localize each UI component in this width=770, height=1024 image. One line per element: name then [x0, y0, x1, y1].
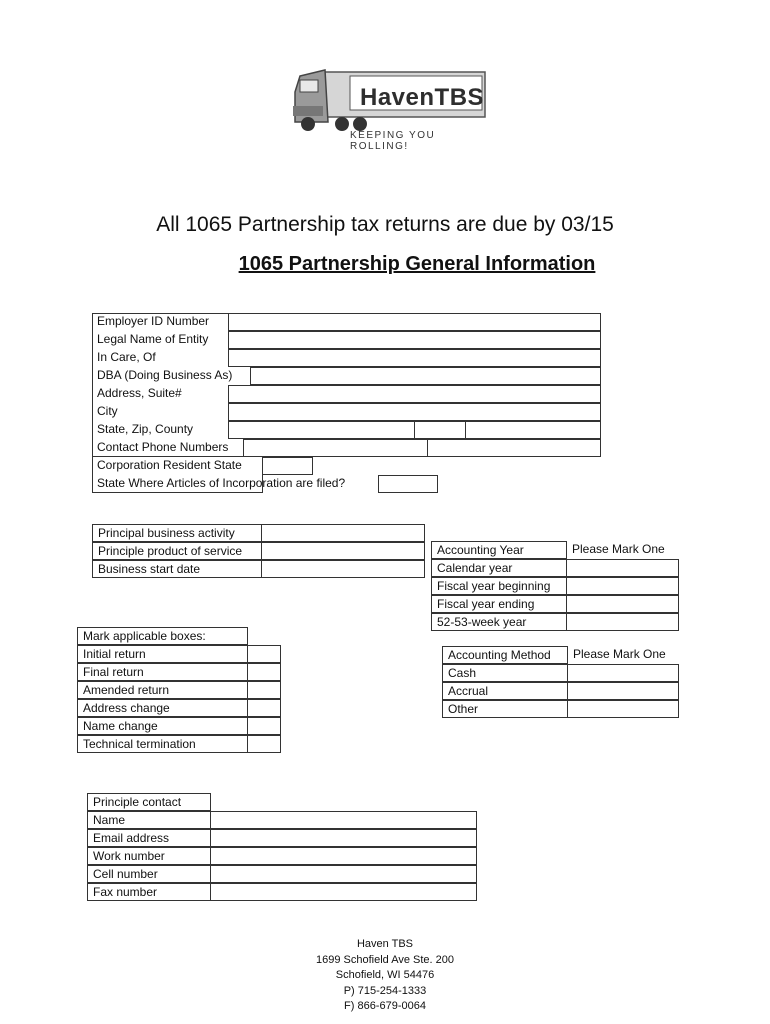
footer-company: Haven TBS [356, 938, 414, 950]
label-state-zip-county: State, Zip, County [92, 421, 228, 439]
accounting-method-option-label: Other [442, 700, 568, 718]
amended-return-checkbox[interactable] [247, 681, 281, 699]
contact-email-input[interactable] [210, 829, 477, 847]
address-change-checkbox[interactable] [247, 699, 281, 717]
contact-label: Cell number [87, 865, 211, 883]
contact-work-number-input[interactable] [210, 847, 477, 865]
final-return-checkbox[interactable] [247, 663, 281, 681]
footer-address [0, 937, 770, 1015]
accounting-year-option-label: Fiscal year ending [431, 595, 567, 613]
label-legal-name: Legal Name of Entity [92, 331, 228, 349]
applicable-option-label: Final return [77, 663, 248, 681]
applicable-option-label: Name change [77, 717, 248, 735]
articles-state-input[interactable] [378, 475, 438, 493]
applicable-header: Mark applicable boxes: [77, 627, 248, 645]
resident-state-input[interactable] [262, 457, 313, 475]
label-address: Address, Suite# [92, 385, 228, 403]
label-start-date: Business start date [92, 560, 262, 578]
label-employer-id: Employer ID Number [92, 313, 228, 331]
company-logo [290, 62, 490, 152]
logo-wordmark: HavenTBS [360, 84, 485, 111]
accounting-year-mark: Please Mark One [567, 541, 679, 559]
applicable-option-label: Address change [77, 699, 248, 717]
applicable-option-label: Technical termination [77, 735, 248, 753]
fiscal-year-ending-input[interactable] [566, 595, 679, 613]
accounting-method-option-label: Cash [442, 664, 568, 682]
week-year-checkbox[interactable] [566, 613, 679, 631]
contact-label: Name [87, 811, 211, 829]
product-input[interactable] [261, 542, 425, 560]
label-in-care-of: In Care, Of [92, 349, 228, 367]
activity-input[interactable] [261, 524, 425, 542]
accounting-year-option-label: Calendar year [431, 559, 567, 577]
label-product: Principle product of service [92, 542, 262, 560]
cash-checkbox[interactable] [567, 664, 679, 682]
footer-fax: F) 866-679-0064 [344, 1000, 426, 1013]
contact-cell-number-input[interactable] [210, 865, 477, 883]
accounting-method-header: Accounting Method [442, 646, 568, 664]
footer-phone: P) 715-254-1333 [343, 984, 427, 997]
fiscal-year-beginning-input[interactable] [566, 577, 679, 595]
contact-fax-number-input[interactable] [210, 883, 477, 901]
applicable-option-label: Initial return [77, 645, 248, 663]
footer-address-line1: 1699 Schofield Ave Ste. 200 [315, 953, 454, 966]
contact-label: Email address [87, 829, 211, 847]
footer-address-line2: Schofield, WI 54476 [335, 969, 435, 982]
name-change-checkbox[interactable] [247, 717, 281, 735]
label-dba: DBA (Doing Business As) [92, 367, 250, 385]
contact-header: Principle contact [87, 793, 211, 811]
page-title: 1065 Partnership General Information [238, 253, 596, 275]
start-date-input[interactable] [261, 560, 425, 578]
accounting-year-option-label: Fiscal year beginning [431, 577, 567, 595]
due-date-notice: All 1065 Partnership tax returns are due by 03/15 [156, 213, 614, 236]
general-info-border [92, 313, 601, 457]
logo-tagline: KEEPING YOU ROLLING! [350, 130, 436, 152]
accounting-year-option-label: 52-53-week year [431, 613, 567, 631]
contact-label: Fax number [87, 883, 211, 901]
applicable-option-label: Amended return [77, 681, 248, 699]
label-phone: Contact Phone Numbers [92, 439, 243, 457]
calendar-year-checkbox[interactable] [566, 559, 679, 577]
other-method-input[interactable] [567, 700, 679, 718]
initial-return-checkbox[interactable] [247, 645, 281, 663]
accounting-year-header: Accounting Year [431, 541, 567, 559]
accounting-method-mark: Please Mark One [568, 646, 679, 664]
technical-termination-checkbox[interactable] [247, 735, 281, 753]
label-activity: Principal business activity [92, 524, 262, 542]
label-city: City [92, 403, 228, 421]
general-info-lower-border [92, 457, 263, 493]
contact-name-input[interactable] [210, 811, 477, 829]
contact-label: Work number [87, 847, 211, 865]
accrual-checkbox[interactable] [567, 682, 679, 700]
label-resident-state: Corporation Resident State [92, 457, 262, 475]
accounting-method-option-label: Accrual [442, 682, 568, 700]
label-articles-state: State Where Articles of Incorporation are filed? [92, 475, 379, 493]
